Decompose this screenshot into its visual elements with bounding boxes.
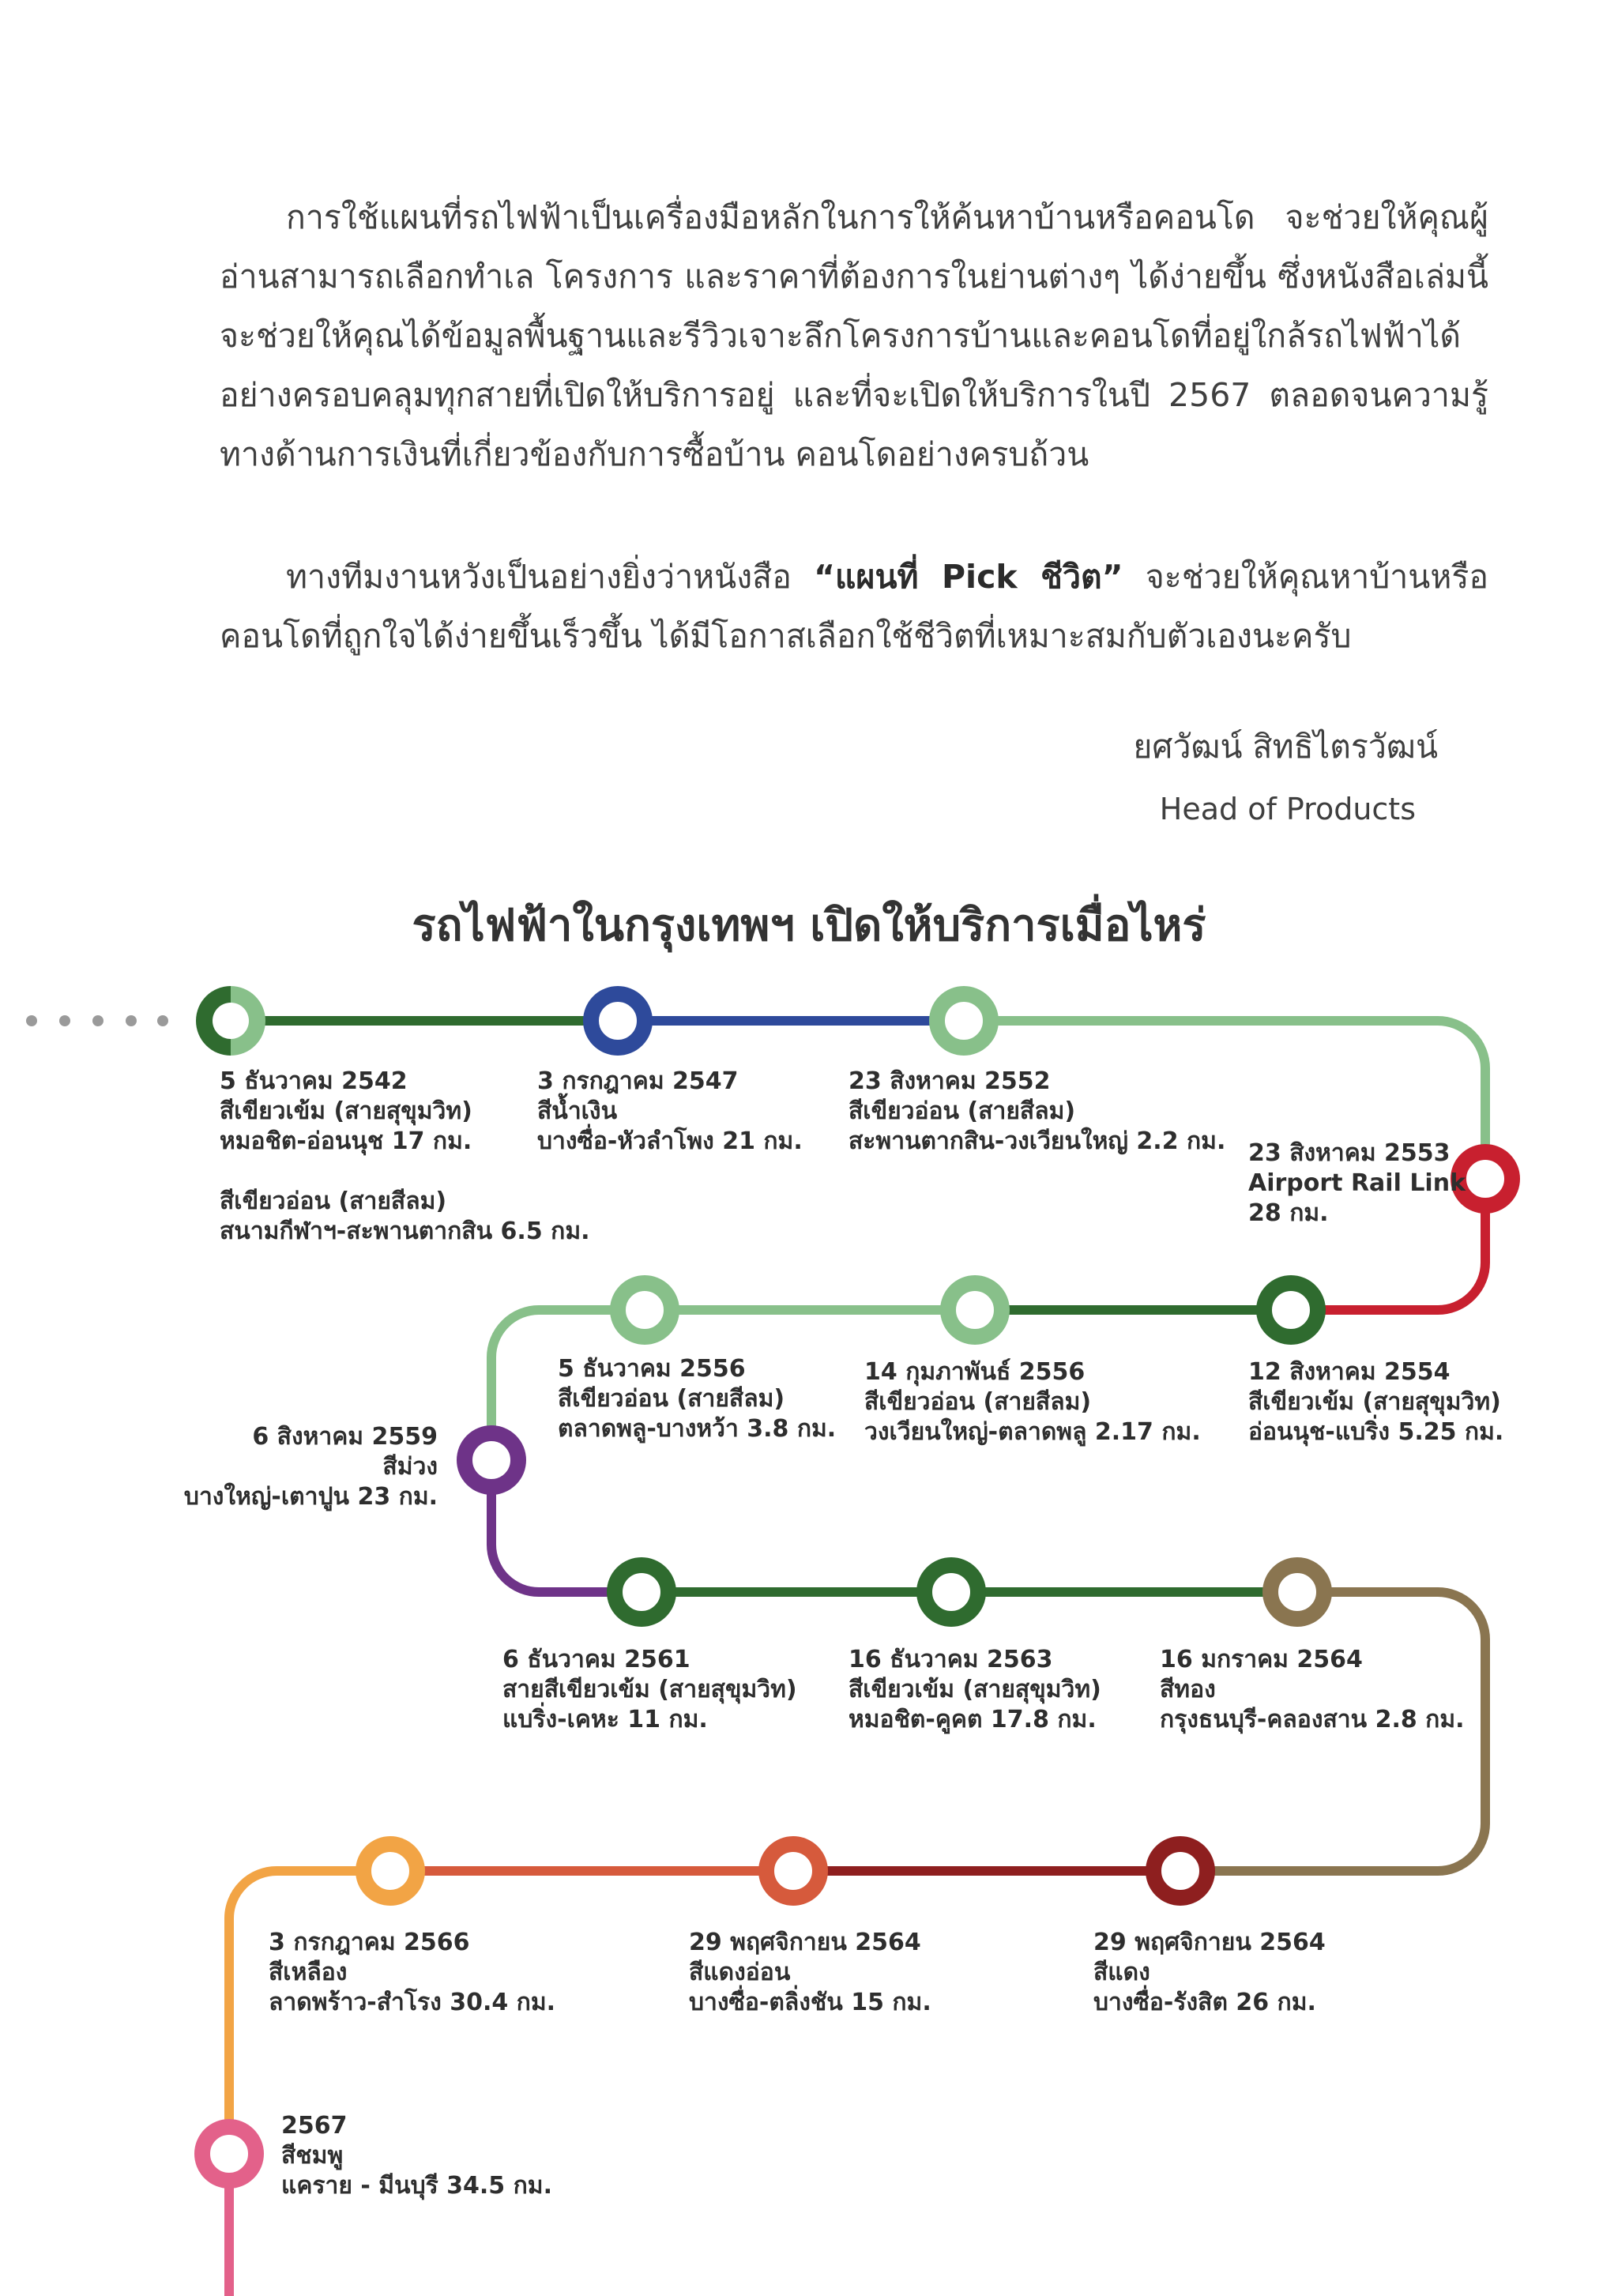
- start-dot: [59, 1015, 70, 1026]
- station-line-name: สีเขียวเข้ม (สายสุขุมวิท): [849, 1676, 1101, 1703]
- station-date: 23 สิงหาคม 2553: [1248, 1139, 1451, 1167]
- intro-paragraph-1: การใช้แผนที่รถไฟฟ้าเป็นเครื่องมือหลักในการให้ค้นหาบ้านหรือคอนโด จะช่วยให้คุณผู้อ่านสามารถเลือกทำเล โครงการ และราคาที่ต้องการในย่านต่างๆ ได้ง่ายขึ้น ซึ่งหนังสือเล่มนี้จะช่วยให้คุณได้ข้อมูลพื้นฐานและรีวิวเจาะลึกโครงการบ้านและคอนโดที่อยู่ใกล้รถไฟฟ้าได้อย่างครอบคลุมทุกสายที่เปิดให้บริการอยู่ และที่จะเปิดให้บริการในปี 2567 ตลอดจนความรู้ทางด้านการเงินที่เกี่ยวข้องกับการซื้อบ้าน คอนโดอย่างครบถ้วน: [220, 198, 1488, 473]
- station-date: 3 กรกฎาคม 2547: [537, 1067, 739, 1095]
- station-route: หมอชิต-อ่อนนุช 17 กม.: [220, 1127, 472, 1155]
- station-date: 6 ธันวาคม 2561: [502, 1646, 690, 1673]
- station-marker: [615, 1565, 668, 1619]
- station-route: กรุงธนบุรี-คลองสาน 2.8 กม.: [1160, 1706, 1465, 1733]
- intro-paragraph-2-end: จะช่วยให้คุณหาบ้านหรือคอนโดที่ถูกใจได้ง่ายขึ้นเร็วขึ้น ได้มีโอกาสเลือกใช้ชีวิตที่เหมาะสมกับตัวเองนะครับ: [220, 558, 1488, 655]
- station-date: 16 ธันวาคม 2563: [849, 1646, 1053, 1673]
- station-line-name: สีทอง: [1160, 1676, 1216, 1703]
- station-route: บางใหญ่-เตาปูน 23 กม.: [183, 1483, 438, 1511]
- station-route: วงเวียนใหญ่-ตลาดพลู 2.17 กม.: [864, 1418, 1201, 1446]
- station-marker: [766, 1844, 820, 1898]
- station-route: ตลาดพลู-บางหว้า 3.8 กม.: [558, 1415, 837, 1443]
- station-marker: [202, 2127, 256, 2181]
- station-label-s2: [537, 1067, 803, 1157]
- station-label-s15: [281, 2111, 552, 2201]
- station-marker: [937, 994, 991, 1048]
- station-label-s5: [1248, 1357, 1503, 1447]
- station-marker: [1270, 1565, 1324, 1619]
- station-route: แคราย - มีนบุรี 34.5 กม.: [281, 2172, 552, 2200]
- station-label-s13: [689, 1928, 931, 2018]
- station-date: 5 ธันวาคม 2556: [558, 1355, 746, 1383]
- station-line-name: สีเหลือง: [269, 1959, 348, 1986]
- start-dot: [157, 1015, 168, 1026]
- station-extra-line-name: สีเขียวอ่อน (สายสีลม): [220, 1188, 447, 1215]
- station-route: อ่อนนุช-แบริ่ง 5.25 กม.: [1248, 1418, 1504, 1446]
- station-label-s6: [864, 1357, 1201, 1447]
- station-route: แบริ่ง-เคหะ 11 กม.: [502, 1706, 708, 1733]
- station-label-s10: [849, 1645, 1101, 1735]
- station-date: 3 กรกฎาคม 2566: [269, 1929, 470, 1956]
- station-label-s12: [1093, 1928, 1326, 2018]
- station-marker: [924, 1565, 978, 1619]
- station-date: 5 ธันวาคม 2542: [220, 1067, 408, 1095]
- station-line-name: สีม่วง: [382, 1453, 438, 1481]
- station-route: หมอชิต-คูคต 17.8 กม.: [849, 1706, 1097, 1733]
- station-route: สะพานตากสิน-วงเวียนใหญ่ 2.2 กม.: [849, 1127, 1226, 1155]
- station-date: 16 มกราคม 2564: [1160, 1646, 1363, 1673]
- station-marker: [948, 1283, 1002, 1337]
- station-marker-center: [213, 1003, 249, 1039]
- station-date: 29 พฤศจิกายน 2564: [689, 1929, 921, 1956]
- station-line-name: สีชมพู: [281, 2142, 344, 2170]
- station-date: 12 สิงหาคม 2554: [1248, 1358, 1451, 1386]
- start-dots: [26, 1015, 168, 1026]
- station-line-name: สีเขียวอ่อน (สายสีลม): [849, 1097, 1076, 1125]
- station-line-name: สีน้ำเงิน: [537, 1097, 618, 1125]
- station-line-name: สายสีเขียวเข้ม (สายสุขุมวิท): [502, 1676, 797, 1703]
- station-route: บางซื่อ-หัวลำโพง 21 กม.: [537, 1127, 803, 1155]
- station-route: ลาดพร้าว-สำโรง 30.4 กม.: [269, 1989, 556, 2016]
- station-marker: [1458, 1152, 1512, 1206]
- station-marker: [465, 1433, 518, 1487]
- station-marker: [618, 1283, 672, 1337]
- station-marker: [363, 1844, 417, 1898]
- station-label-s8: [184, 1422, 438, 1512]
- station-date: 6 สิงหาคม 2559: [252, 1423, 438, 1451]
- station-route: 28 กม.: [1248, 1199, 1329, 1227]
- station-line-name: สีเขียวเข้ม (สายสุขุมวิท): [1248, 1388, 1501, 1416]
- station-line-name: สีแดง: [1093, 1959, 1150, 1986]
- station-extra-route: สนามกีฬาฯ-สะพานตากสิน 6.5 กม.: [220, 1218, 590, 1245]
- signature-name: ยศวัฒน์ สิทธิไตรวัฒน์: [1133, 728, 1438, 766]
- start-dot: [26, 1015, 37, 1026]
- station-label-s9: [502, 1645, 797, 1735]
- station-label-s3: [849, 1067, 1225, 1157]
- station-line-name: สีเขียวอ่อน (สายสีลม): [864, 1388, 1092, 1416]
- station-marker: [1264, 1283, 1318, 1337]
- station-line-name: Airport Rail Link: [1248, 1169, 1466, 1197]
- station-line-name: สีเขียวเข้ม (สายสุขุมวิท): [220, 1097, 472, 1125]
- station-label-s1: [220, 1067, 590, 1247]
- station-route: บางซื่อ-รังสิต 26 กม.: [1093, 1989, 1316, 2016]
- station-line-name: สีแดงอ่อน: [689, 1959, 791, 1986]
- station-marker: [591, 994, 645, 1048]
- station-line-name: สีเขียวอ่อน (สายสีลม): [558, 1385, 785, 1413]
- station-date: 2567: [281, 2112, 348, 2140]
- start-dot: [92, 1015, 103, 1026]
- station-label-s11: [1160, 1645, 1465, 1735]
- station-route: บางซื่อ-ตลิ่งชัน 15 กม.: [689, 1989, 931, 2016]
- station-label-s7: [558, 1354, 836, 1444]
- station-label-s14: [269, 1928, 555, 2018]
- station-marker: [1153, 1844, 1207, 1898]
- station-date: 29 พฤศจิกายน 2564: [1093, 1929, 1326, 1956]
- timeline-heading: รถไฟฟ้าในกรุงเทพฯ เปิดให้บริการเมื่อไหร่: [412, 900, 1206, 951]
- station-date: 23 สิงหาคม 2552: [849, 1067, 1051, 1095]
- station-label-s4: [1248, 1139, 1466, 1229]
- book-title: “แผนที่ Pick ชีวิต”: [814, 558, 1123, 596]
- intro-paragraph-2-start: ทางทีมงานหวังเป็นอย่างยิ่งว่าหนังสือ: [286, 558, 815, 596]
- station-date: 14 กุมภาพันธ์ 2556: [864, 1358, 1086, 1386]
- signature-title: Head of Products: [1159, 792, 1416, 826]
- start-dot: [126, 1015, 137, 1026]
